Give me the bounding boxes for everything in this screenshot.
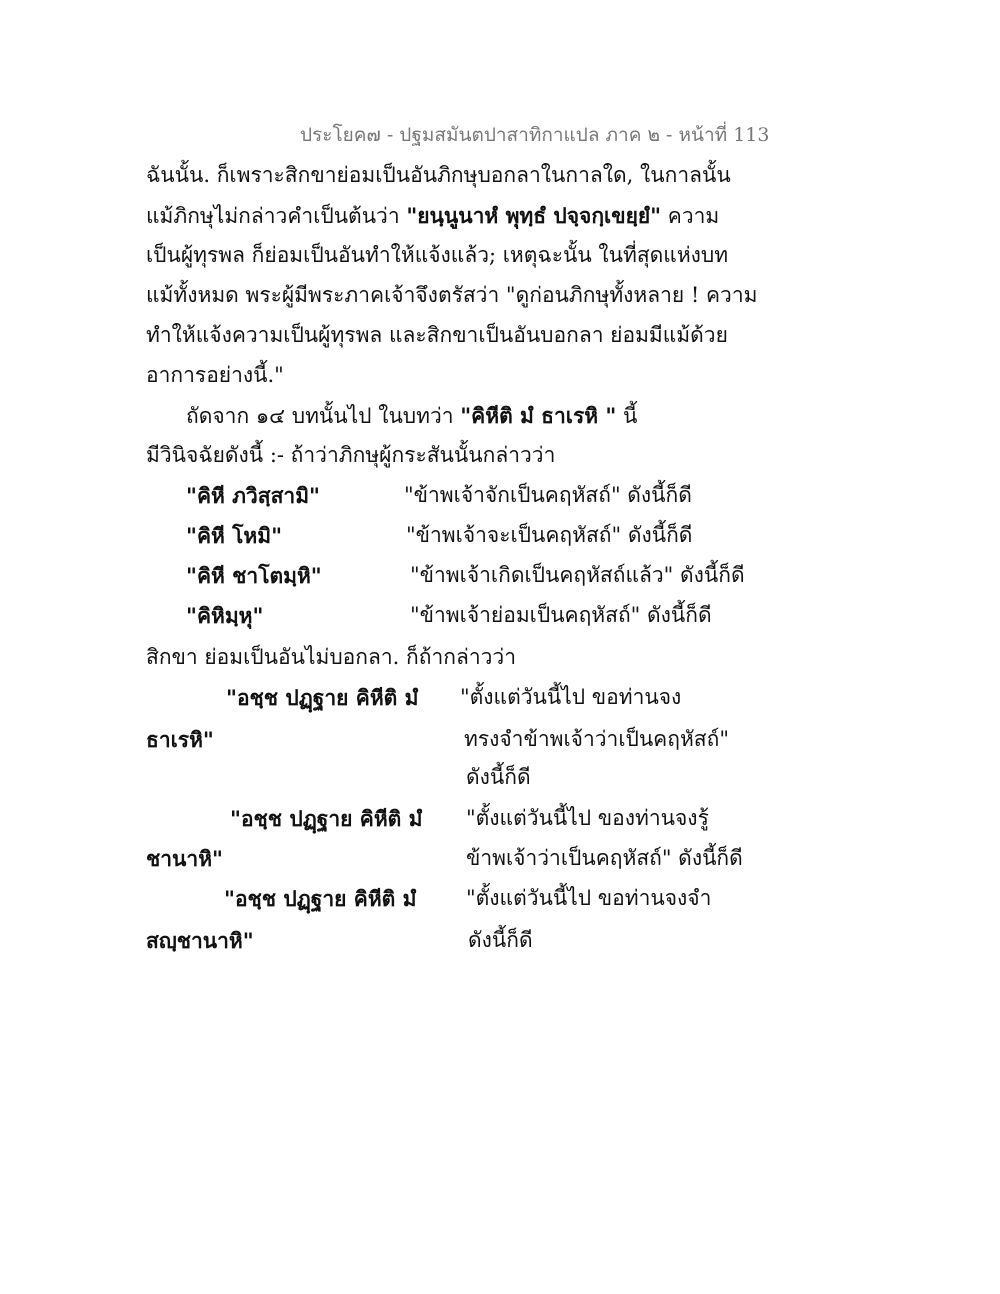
pair-pali: "คิหี โหมิ" — [186, 523, 283, 548]
para1-line2 — [146, 205, 719, 227]
block-pali-a: "อชฺช ปฏฺฐาย คิหีติ มํ — [230, 806, 423, 831]
para1-line3: เป็นผู้ทุรพล ก็ย่อมเป็นอันทำให้แจ้งแล้ว; เหตุฉะนั้น ในที่สุดแห่งบท — [146, 243, 729, 267]
block-pali-a: "อชฺช ปฏฺฐาย คิหีติ มํ — [224, 886, 417, 911]
pali-term: "คิหีติ มํ ธาเรหิ " — [460, 403, 617, 428]
pali-quote: "ยนฺนูนาหํ พุทฺธํ ปจฺจกฺเขยฺยํ" — [406, 203, 662, 228]
block-pali-b: ธาเรหิ" — [146, 727, 214, 752]
block-pali-a: "อชฺช ปฏฺฐาย คิหีติ มํ — [226, 685, 419, 710]
para1-line2-end: ความ — [661, 204, 720, 228]
para2-line1-end: นี้ — [616, 404, 638, 428]
para1-line5: ทำให้แจ้งความเป็นผู้ทุรพล และสิกขาเป็นอันบอกลา ย่อมมีแม้ด้วย — [146, 323, 728, 347]
para1-line6: อาการอย่างนี้." — [146, 363, 284, 387]
pair-thai: "ข้าพเจ้าเกิดเป็นคฤหัสถ์แล้ว" ดังนี้ก็ดี — [410, 563, 745, 587]
block-pali-b: สญฺชานาหิ" — [146, 928, 254, 953]
block-pali-b: ชานาหิ" — [146, 846, 223, 871]
pair-pali: "คิหิมฺหุ" — [186, 603, 264, 628]
pair-thai: "ข้าพเจ้าจักเป็นคฤหัสถ์" ดังนี้ก็ดี — [404, 483, 692, 507]
pair-thai: "ข้าพเจ้าย่อมเป็นคฤหัสถ์" ดังนี้ก็ดี — [410, 603, 712, 627]
para1-line2-text: แม้ภิกษุไม่กล่าวคำเป็นต้นว่า — [146, 204, 407, 228]
para1-line4: แม้ทั้งหมด พระผู้มีพระภาคเจ้าจึงตรัสว่า "ดูก่อนภิกษุทั้งหลาย ! ความ — [146, 283, 758, 307]
para2-line1 — [186, 405, 637, 427]
block-thai-a: "ตั้งแต่วันนี้ไป ขอท่านจงจำ — [466, 886, 712, 910]
block-thai-a: "ตั้งแต่วันนี้ไป ขอท่านจง — [460, 685, 682, 709]
para3-line: สิกขา ย่อมเป็นอันไม่บอกลา. ก็ถ้ากล่าวว่า — [146, 645, 516, 669]
block-thai-b: ดังนี้ก็ดี — [468, 928, 533, 952]
block-thai-b: ทรงจำข้าพเจ้าว่าเป็นคฤหัสถ์" — [464, 727, 729, 751]
pair-pali: "คิหี ภวิสฺสามิ" — [186, 483, 320, 508]
pair-thai: "ข้าพเจ้าจะเป็นคฤหัสถ์" ดังนี้ก็ดี — [406, 523, 693, 547]
para2-line2: มีวินิจฉัยดังนี้ :- ถ้าว่าภิกษุผู้กระสันนั้นกล่าวว่า — [146, 443, 556, 467]
block-thai-a: "ตั้งแต่วันนี้ไป ของท่านจงรู้ — [466, 806, 709, 830]
para1-line1: ฉันนั้น. ก็เพราะสิกขาย่อมเป็นอันภิกษุบอกลาในกาลใด, ในกาลนั้น — [146, 163, 731, 187]
block-thai-c: ดังนี้ก็ดี — [466, 765, 531, 789]
running-header: ประโยค๗ - ปฐมสมันตปาสาทิกาแปล ภาค ๒ - หน้าที่ 113 — [300, 124, 770, 146]
pair-pali: "คิหี ชาโตมฺหิ" — [186, 563, 322, 588]
block-thai-b: ข้าพเจ้าว่าเป็นคฤหัสถ์" ดังนี้ก็ดี — [466, 846, 743, 870]
para2-line1-text: ถัดจาก ๑๔ บทนั้นไป ในบทว่า — [186, 404, 461, 428]
